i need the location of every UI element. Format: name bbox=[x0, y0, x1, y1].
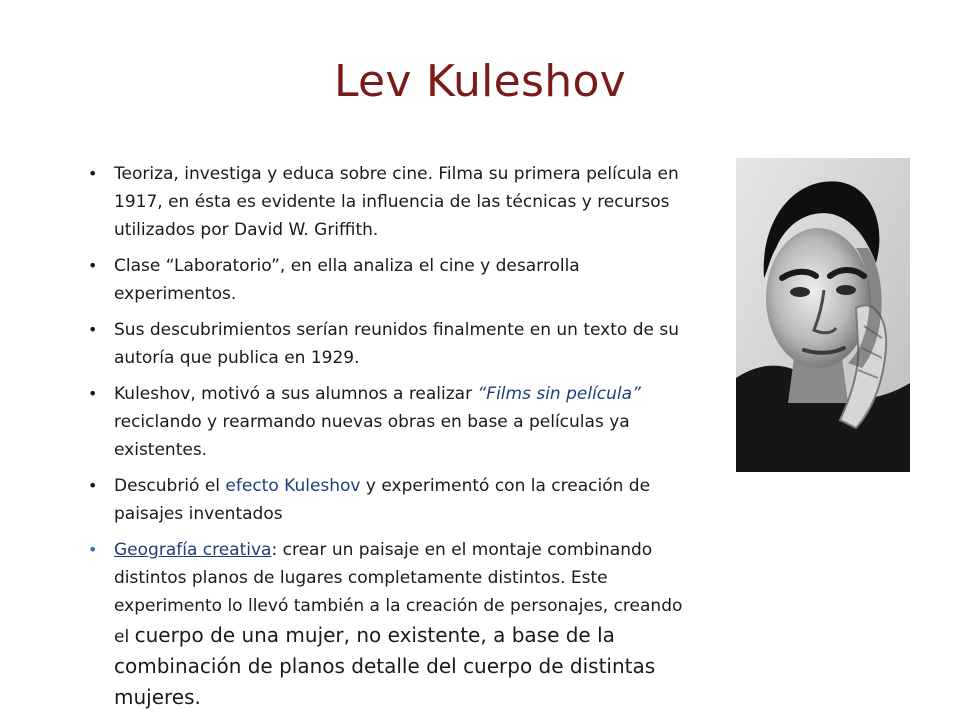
bullet-list bbox=[88, 160, 692, 720]
bullet-text-end: reciclando y rearmando nuevas obras en base a películas ya existentes. bbox=[114, 412, 630, 460]
bullet-text bbox=[114, 476, 650, 524]
bullet-text-start: Descubrió el bbox=[114, 476, 226, 496]
bullet-text: Clase “Laboratorio”, en ella analiza el cine y desarrolla experimentos. bbox=[114, 256, 580, 304]
bullet-icon: • bbox=[88, 540, 98, 559]
geografia-creativa-link[interactable]: Geografía creativa bbox=[114, 540, 272, 560]
bullet-icon: • bbox=[88, 476, 98, 495]
list-item bbox=[88, 252, 692, 308]
portrait-illustration bbox=[736, 158, 910, 472]
bullet-text-large: cuerpo de una mujer, no existente, a base de la combinación de planos detalle del cuerpo de distintas mujeres. bbox=[114, 623, 656, 709]
bullet-text: Teoriza, investiga y educa sobre cine. Filma su primera película en 1917, en ésta es evidente la influencia de las técnicas y recursos utilizados por David W. Griffith. bbox=[114, 164, 679, 240]
list-item bbox=[88, 536, 692, 713]
portrait-photo bbox=[736, 158, 910, 472]
list-item bbox=[88, 160, 692, 244]
bullet-text bbox=[114, 384, 641, 460]
bullet-icon: • bbox=[88, 384, 98, 403]
list-item bbox=[88, 380, 692, 464]
bullet-text: Sus descubrimientos serían reunidos finalmente en un texto de su autoría que publica en 1929. bbox=[114, 320, 680, 368]
bullet-text-start: Kuleshov, motivó a sus alumnos a realizar bbox=[114, 384, 478, 404]
bullet-text-end: y experimentó con la creación de paisajes inventados bbox=[114, 476, 651, 524]
list-item bbox=[88, 316, 692, 372]
bullet-icon: • bbox=[88, 164, 98, 183]
efecto-kuleshov-highlight: efecto Kuleshov bbox=[225, 476, 361, 496]
films-sin-pelicula-highlight: “Films sin película” bbox=[477, 384, 641, 404]
bullet-text-middle: : crear un paisaje en el montaje combinando distintos planos de lugares completamente distintos. Este experimento lo llevó también a la creación de personajes, creando el bbox=[114, 540, 683, 647]
slide-title: Lev Kuleshov bbox=[333, 56, 627, 107]
bullet-text bbox=[114, 540, 682, 709]
list-item bbox=[88, 472, 692, 528]
bullet-icon: • bbox=[88, 320, 98, 339]
bullet-icon: • bbox=[88, 256, 98, 275]
